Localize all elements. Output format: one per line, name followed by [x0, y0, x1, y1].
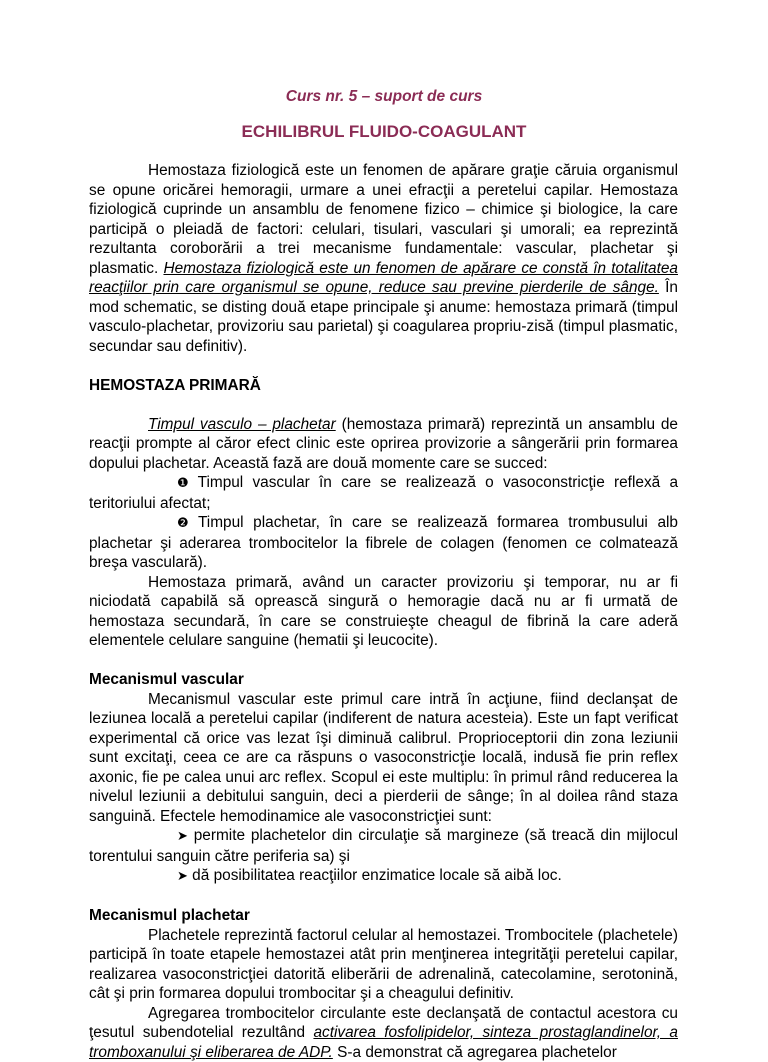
platelet-emphasis: activarea fosfolipidelor, sinteza prostaglandinelor, a tromboxanului şi eliberarea de ADP.	[89, 1024, 678, 1061]
list-item-effect-2	[89, 866, 678, 887]
primary-text: (hemostaza primară) reprezintă un ansamblu de reacţii prompte al căror efect clinic este oprirea provizorie a sângerării prin formarea dopului plachetar. Această fază are două momente care se succed:	[89, 416, 678, 472]
list-item-step-1	[89, 473, 678, 513]
vascular-paragraph: Mecanismul vascular este primul care intră în acţiune, fiind declanşat de leziunea locală a peretelui capilar (indiferent de natura acesteia). Este un fapt verificat experimental că orice vas lezat îşi diminuă calibrul. Proprioceptorii din zona leziunii sunt excitaţi, ceea ce are ca răspuns o vasoconstricţie locală, indusă fie prin reflex axonic, fie pe calea unui arc reflex. Scopul ei este multiplu: în primul rând reducerea la nivelul leziunii a debitului sanguin, deci a pierderii de sânge; în al doilea rând staza sanguină. Efectele hemodinamice ale vasoconstricţiei sunt:	[89, 690, 678, 827]
list-item-effect-1	[89, 826, 678, 866]
section-heading-platelet: Mecanismul plachetar	[89, 906, 678, 926]
list-item-step-2	[89, 513, 678, 573]
effect-1-text: permite plachetelor din circulaţie să margineze (să treacă din mijlocul torentului sanguin către periferia sa) şi	[89, 827, 678, 865]
intro-text: Hemostaza fiziologică este un fenomen de apărare graţie căruia organismul se opune oricărei hemoragii, urmare a unei efracţii a peretelui capilar. Hemostaza fiziologică cuprinde un ansamblu de fenomene fizico – chimice şi biologice, la care participă o pleiadă de factori: celulari, tisulari, vasculari şi umorali; ea reprezintă rezultanta coroborării a trei mecanisme fundamentale: vascular, plachetar şi plasmatic.	[89, 162, 678, 277]
step-1-text: Timpul vascular în care se realizează o vasoconstricţie reflexă a teritoriului afectat;	[89, 474, 678, 512]
primary-paragraph-2: Hemostaza primară, având un caracter provizoriu şi temporar, nu ar fi niciodată capabilă să oprească singură o hemoragie dacă nu ar fi urmată de hemostaza secundară, în care se construieşte cheagul de fibrină la care aderă elementele celulare sanguine (hematii şi leucocite).	[89, 573, 678, 651]
primary-term: Timpul vasculo – plachetar	[148, 416, 336, 433]
number-one-icon: ❶	[133, 474, 189, 494]
arrow-bullet-icon: ➤	[133, 827, 188, 847]
intro-text-continued: În mod schematic, se disting două etape principale şi anume: hemostaza primară (timpul vasculo-plachetar, provizoriu sau parietal) şi coagularea propriu-zisă (timpul plasmatic, secundar sau definitiv).	[89, 279, 678, 355]
platelet-text-continued: S-a demonstrat că agregarea plachetelor	[333, 1044, 617, 1061]
document-body	[89, 161, 678, 1062]
arrow-bullet-icon: ➤	[133, 867, 188, 887]
number-two-icon: ❷	[133, 514, 189, 534]
step-2-text: Timpul plachetar, în care se realizează formarea trombusului alb plachetar şi aderarea trombocitelor la fibrele de colagen (fenomen ce colmatează breşa vasculară).	[89, 514, 678, 571]
section-heading-primary: HEMOSTAZA PRIMARĂ	[89, 376, 678, 396]
effect-2-text: dă posibilitatea reacţiilor enzimatice locale să aibă loc.	[188, 867, 562, 884]
page-title: ECHILIBRUL FLUIDO-COAGULANT	[0, 122, 768, 142]
intro-paragraph	[89, 161, 678, 356]
platelet-paragraph-2	[89, 1004, 678, 1062]
primary-paragraph	[89, 415, 678, 474]
intro-definition: Hemostaza fiziologică este un fenomen de apărare ce constă în totalitatea reacţiilor prin care organismul se opune, reduce sau previne pierderile de sânge.	[89, 260, 678, 297]
section-heading-vascular: Mecanismul vascular	[89, 670, 678, 690]
platelet-text: Agregarea trombocitelor circulante este declanşată de contactul acestora cu ţesutul subendotelial rezultând	[89, 1005, 678, 1042]
platelet-paragraph: Plachetele reprezintă factorul celular al hemostazei. Trombocitele (plachetele) participă în toate etapele hemostazei atât prin menţinerea integrităţii peretelui capilar, realizarea vasoconstricţiei datorită eliberării de adrenalină, catecolamine, serotonină, cât şi prin formarea dopului trombocitar şi a cheagului definitiv.	[89, 926, 678, 1004]
course-label: Curs nr. 5 – suport de curs	[0, 88, 768, 106]
